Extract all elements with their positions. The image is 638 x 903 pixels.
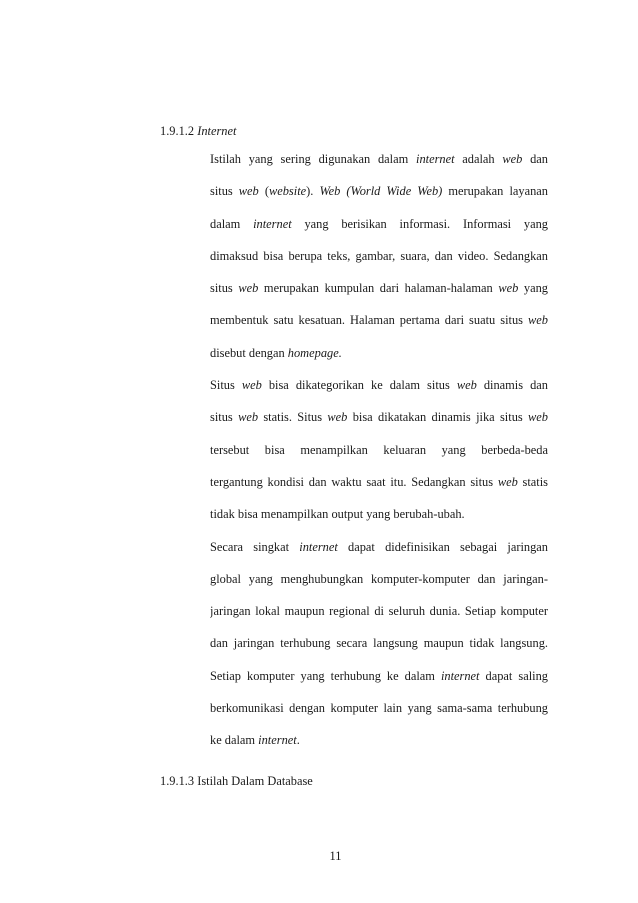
italic-term: internet	[258, 733, 297, 748]
text-run: ke dalam	[210, 733, 259, 748]
section-number: 1.9.1.2	[160, 124, 195, 138]
paragraph-internet-definition	[210, 539, 548, 765]
italic-term: web	[238, 410, 259, 425]
section-title: Istilah Dalam Database	[197, 774, 313, 788]
section-number: 1.9.1.3	[160, 774, 195, 788]
text-run: dapat didefinisikan sebagai jaringan	[337, 539, 548, 554]
text-run: (	[258, 184, 269, 199]
section-heading-database-terms	[160, 773, 313, 789]
italic-term: internet	[299, 539, 338, 554]
page-number: 11	[329, 849, 342, 863]
text-line	[210, 409, 548, 441]
text-line	[210, 603, 548, 635]
text-run: situs	[210, 410, 239, 425]
text-run: yang berisikan informasi. Informasi yang	[291, 216, 548, 231]
text-run: tidak bisa menampilkan output yang berubah-ubah.	[210, 507, 465, 522]
text-run: situs	[210, 184, 239, 199]
body-text	[210, 151, 548, 765]
text-line	[210, 345, 548, 377]
paragraph-web-categories	[210, 377, 548, 538]
text-run: jaringan lokal maupun regional di seluruh dunia. Setiap komputer	[210, 604, 548, 619]
text-line	[210, 635, 548, 667]
italic-term: web	[528, 313, 548, 328]
text-run: dimaksud bisa berupa teks, gambar, suara, dan video. Sedangkan	[210, 248, 548, 263]
text-line	[210, 571, 548, 603]
text-line	[210, 700, 548, 732]
text-run: situs	[210, 281, 239, 296]
italic-term: internet	[440, 668, 480, 683]
text-run: yang	[518, 281, 548, 296]
italic-term: web	[502, 152, 523, 166]
text-run: merupakan kumpulan dari halaman-halaman	[258, 281, 499, 296]
text-run: tergantung kondisi dan waktu saat itu. Sedangkan situs	[210, 474, 498, 489]
text-line	[210, 151, 548, 183]
italic-term: homepage.	[287, 345, 342, 360]
text-run: dan	[522, 152, 548, 166]
text-run: Secara singkat	[210, 539, 300, 554]
text-line	[210, 248, 548, 280]
italic-term: web	[238, 184, 259, 199]
text-run: ).	[306, 184, 320, 199]
italic-term: web	[528, 410, 548, 425]
text-run: dalam	[210, 216, 254, 231]
text-line	[210, 216, 548, 248]
italic-term: web	[238, 281, 259, 296]
italic-term: internet	[253, 216, 292, 231]
italic-term: web	[498, 281, 519, 296]
italic-term: Web (World Wide Web)	[319, 184, 443, 199]
text-run: dan jaringan terhubung secara langsung maupun tidak langsung.	[210, 636, 548, 651]
text-line	[210, 474, 548, 506]
italic-term: website	[268, 184, 307, 199]
text-run: membentuk satu kesatuan. Halaman pertama dari suatu situs	[210, 313, 529, 328]
text-line	[210, 312, 548, 344]
italic-term: web	[497, 474, 518, 489]
text-line	[210, 442, 548, 474]
text-run: tersebut bisa menampilkan keluaran yang berbeda-beda	[210, 442, 548, 457]
text-line	[210, 377, 548, 409]
paragraph-web-definition	[210, 151, 548, 377]
text-run: Istilah yang sering digunakan dalam	[210, 152, 416, 166]
text-run: bisa dikategorikan ke dalam situs	[261, 378, 457, 393]
text-run: .	[296, 733, 300, 748]
text-line	[210, 280, 548, 312]
text-line	[210, 732, 548, 764]
text-run: statis. Situs	[258, 410, 328, 425]
text-run: statis	[517, 474, 548, 489]
text-line	[210, 668, 548, 700]
text-run: berkomunikasi dengan komputer lain yang sama-sama terhubung	[210, 701, 548, 716]
text-run: dinamis dan	[476, 378, 548, 393]
text-run: Situs	[210, 378, 242, 393]
text-run: dapat saling	[479, 668, 548, 683]
italic-term: web	[456, 378, 477, 393]
italic-term: web	[327, 410, 348, 425]
text-run: adalah	[454, 152, 503, 166]
section-title: Internet	[197, 124, 237, 138]
text-run: disebut dengan	[210, 345, 288, 360]
text-run: bisa dikatakan dinamis jika situs	[347, 410, 529, 425]
italic-term: internet	[416, 152, 455, 166]
text-line	[210, 183, 548, 215]
section-heading-internet	[160, 123, 236, 139]
text-run: merupakan layanan	[442, 184, 548, 199]
italic-term: web	[241, 378, 262, 393]
text-run: global yang menghubungkan komputer-komputer dan jaringan-	[210, 571, 548, 586]
text-line	[210, 539, 548, 571]
text-line	[210, 506, 548, 538]
text-run: Setiap komputer yang terhubung ke dalam	[210, 668, 441, 683]
